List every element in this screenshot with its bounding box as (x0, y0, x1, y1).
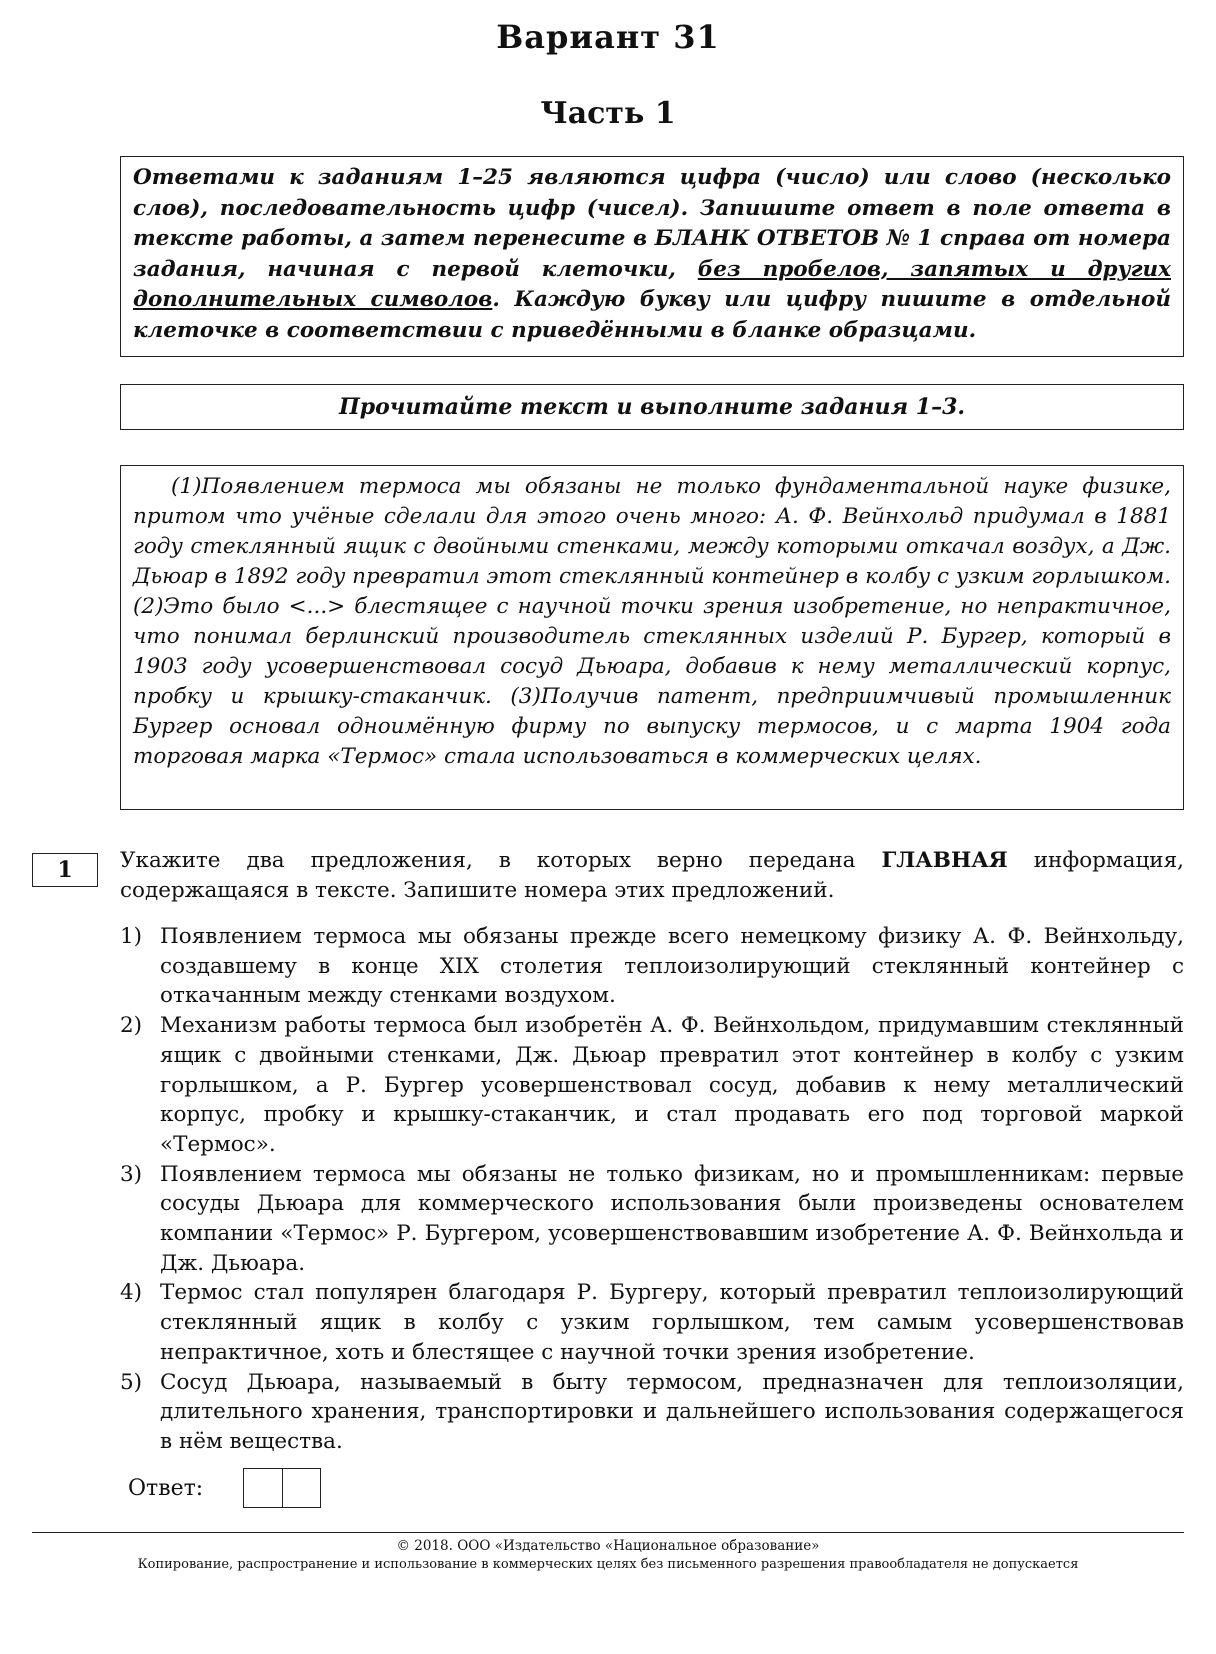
answer-cell-1[interactable] (244, 1469, 282, 1507)
task-number-box (32, 853, 98, 887)
instructions-text: Ответами к заданиям 1–25 являются цифра (число) или слово (несколько слов), последовательность цифр (чисел). Запишите ответ в поле ответа в тексте работы, а затем перенесите в БЛАНК ОТВЕТОВ № 1 справа от номера задания, начиная с первой клеточки, (133, 165, 1171, 282)
instructions-box (120, 156, 1184, 357)
option-text: Появлением термоса мы обязаны не только физикам, но и промышленникам: первые сосуды Дьюара для коммерческого использования были произведены основателем компании «Термос» Р. Бургером, усовершенствовавшим изобретение А. Ф. Вейнхольда и Дж. Дьюара. (160, 1161, 1184, 1276)
option-5 (120, 1368, 1184, 1457)
task-question (120, 846, 1184, 906)
instructions-underlined: без пробелов, запятых и других дополнительных символов (133, 256, 1171, 312)
option-1 (120, 922, 1184, 1011)
option-3 (120, 1160, 1184, 1279)
question-text-end: информация, содержащаяся в тексте. Запишите номера этих предложений. (120, 848, 1184, 903)
passage-box (120, 465, 1184, 810)
footer-divider (32, 1532, 1184, 1533)
option-text: Термос стал популярен благодаря Р. Бургеру, который превратил теплоизолирующий стеклянный ящик в колбу с узким горлышком, тем самым усовершенствовав непрактичное, хоть и блестящее с научной точки зрения изобретение. (160, 1280, 1184, 1365)
question-text: Укажите два предложения, в которых верно передана (120, 848, 882, 873)
answer-row (128, 1468, 321, 1508)
part-title: Часть 1 (540, 96, 676, 131)
option-text: Механизм работы термоса был изобретён А. Ф. Вейнхольдом, придумавшим стеклянный ящик с двойными стенками, Дж. Дьюар превратил этот контейнер в колбу с узким горлышком, а Р. Бургер усовершенствовал сосуд, добавив к нему металлический корпус, пробку и крышку-стаканчик, и стал продавать его под торговой маркой «Термос». (160, 1013, 1184, 1157)
task-number: 1 (57, 857, 73, 883)
footer-copyright: © 2018. ООО «Издательство «Национальное образование» (396, 1538, 820, 1554)
option-2 (120, 1011, 1184, 1160)
answer-cells (243, 1468, 321, 1508)
instructions-text-end: . Каждую букву или цифру пишите в отдельной клеточке в соответствии с приведёнными в бланке образцами. (133, 287, 1172, 343)
variant-title: Вариант 31 (496, 18, 720, 56)
answer-cell-2[interactable] (282, 1469, 320, 1507)
option-number: 5) (120, 1369, 143, 1395)
read-prompt-box (120, 384, 1184, 430)
passage-text: (1)Появлением термоса мы обязаны не только фундаментальной науке физике, притом что учёные сделали для этого очень много: А. Ф. Вейнхольд придумал в 1881 году стеклянный ящик с двойными стенками, между которыми откачал воздух, а Дж. Дьюар в 1892 году превратил этот стеклянный контейнер в колбу с узким горлышком. (2)Это было <...> блестящее с научной точки зрения изобретение, но непрактичное, что понимал берлинский производитель стеклянных изделий Р. Бургер, который в 1903 году усовершенствовал сосуд Дьюара, добавив к нему металлический корпус, пробку и крышку-стаканчик. (3)Получив патент, предприимчивый промышленник Бургер основал одноимённую фирму по выпуску термосов, и с марта 1904 года торговая марка «Термос» стала использоваться в коммерческих целях. (133, 474, 1172, 769)
read-prompt: Прочитайте текст и выполните задания 1–3. (338, 394, 966, 420)
answer-label: Ответ: (128, 1475, 204, 1501)
option-number: 1) (120, 924, 143, 949)
option-4 (120, 1278, 1184, 1367)
option-number: 4) (120, 1280, 143, 1306)
option-text: Сосуд Дьюара, называемый в быту термосом, предназначен для теплоизоляции, длительного хранения, транспортировки и дальнейшего использования содержащегося в нём вещества. (160, 1369, 1184, 1454)
footer-notice: Копирование, распространение и использование в коммерческих целях без письменного разрешения правообладателя не допускается (137, 1557, 1079, 1572)
option-number: 2) (120, 1013, 143, 1039)
option-number: 3) (120, 1161, 143, 1187)
answer-options (120, 922, 1184, 1457)
question-emphasis: ГЛАВНАЯ (881, 848, 1008, 873)
option-text: Появлением термоса мы обязаны прежде всего немецкому физику А. Ф. Вейнхольду, создавшему в конце XIX столетия теплоизолирующий стеклянный контейнер с откачанным между стенками воздухом. (160, 924, 1184, 1009)
